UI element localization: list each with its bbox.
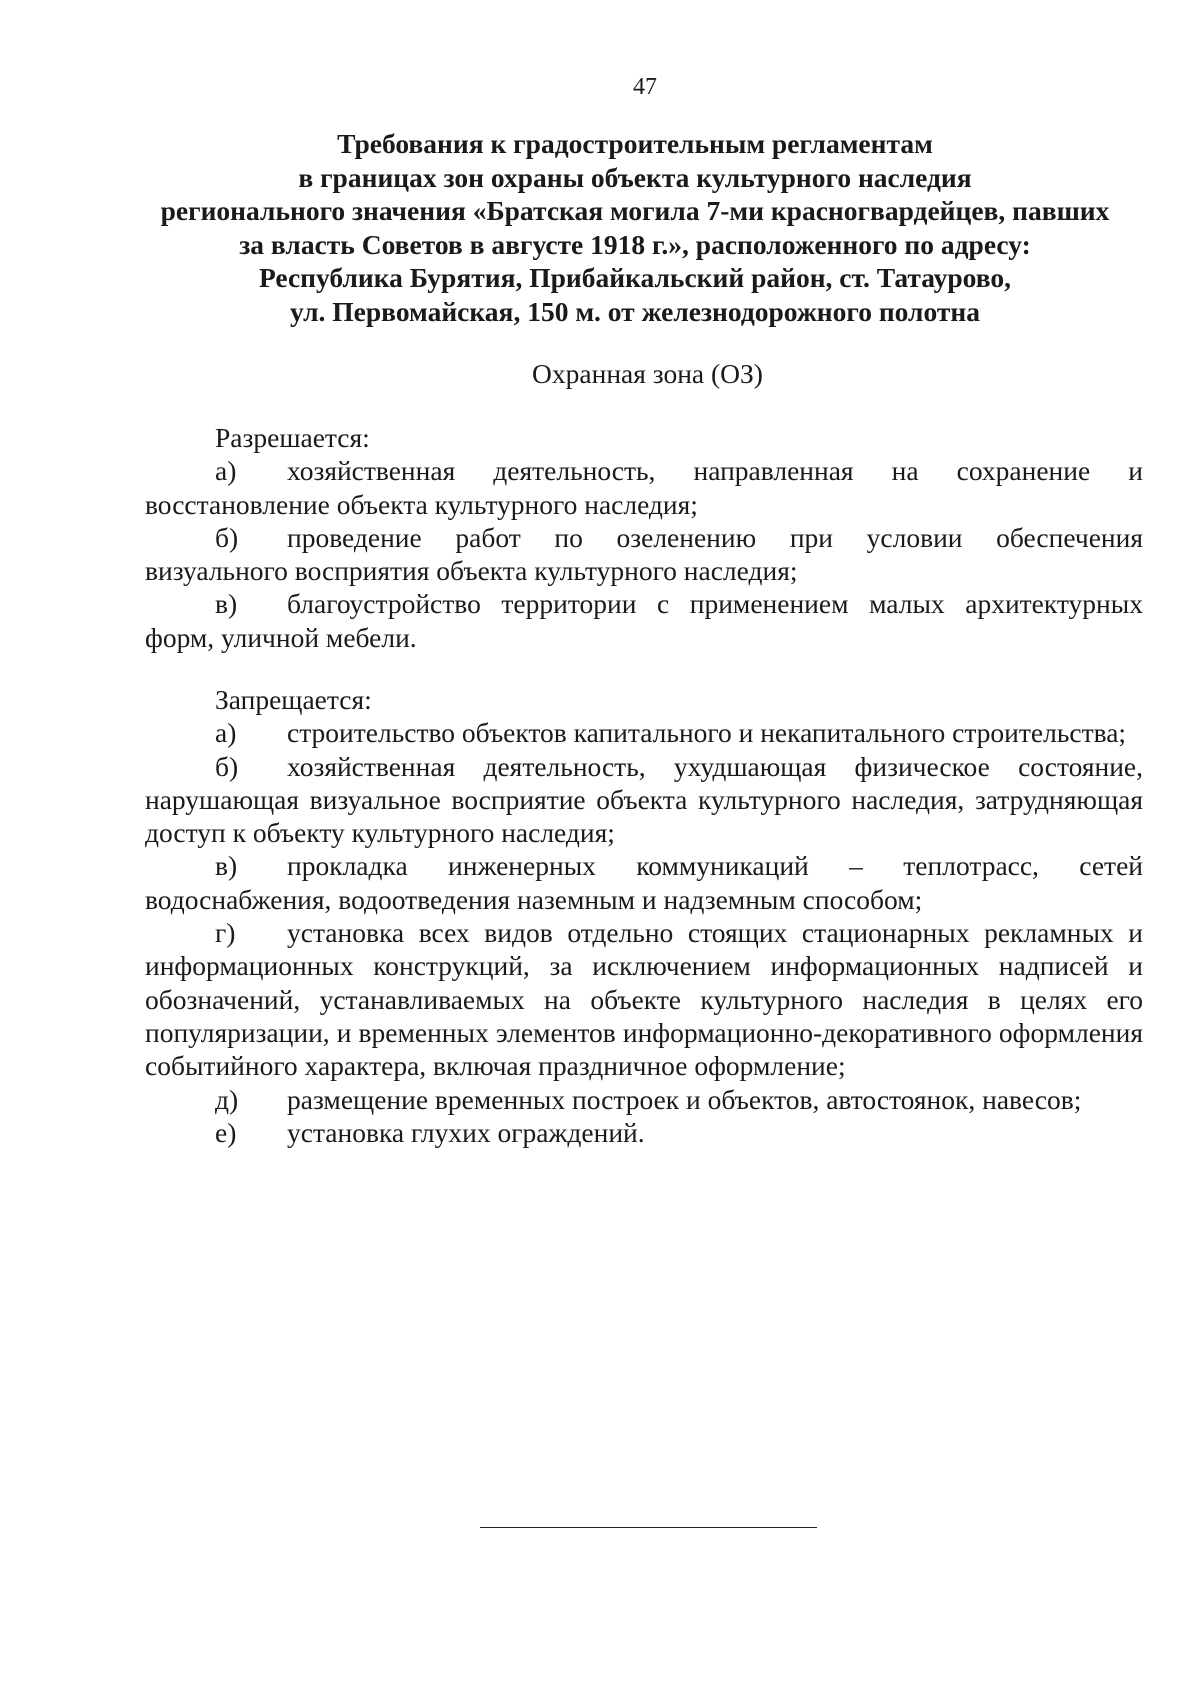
item-text-continued: визуального восприятия объекта культурного наследия; bbox=[145, 555, 798, 587]
item-text: благоустройство территории с применением малых архитектурных bbox=[287, 588, 1143, 620]
allowed-label: Разрешается: bbox=[215, 422, 370, 453]
zone-heading: Охранная зона (ОЗ) bbox=[532, 358, 763, 389]
item-text-continued: информационных конструкций, за исключением информационных надписей и обозначений, устанавливаемых на объекте культурного наследия в целях его популяризации, и временных элементов информационно-декоративного оформления событийного характера, включая праздничное оформление; bbox=[145, 950, 1143, 1082]
item-text-continued: восстановление объекта культурного наследия; bbox=[145, 488, 698, 520]
item-letter: в) bbox=[215, 850, 238, 882]
item-letter: е) bbox=[215, 1116, 237, 1148]
item-text: размещение временных построек и объектов, автостоянок, навесов; bbox=[287, 1083, 1082, 1115]
list-item bbox=[145, 916, 1143, 1082]
item-text: строительство объектов капитального и некапитального строительства; bbox=[287, 717, 1127, 749]
item-text: установка всех видов отдельно стоящих стационарных рекламных и bbox=[287, 917, 1143, 949]
document-title bbox=[140, 127, 1130, 328]
closing-rule bbox=[480, 1527, 817, 1528]
item-letter: д) bbox=[215, 1083, 239, 1115]
item-letter: б) bbox=[215, 750, 239, 782]
list-item bbox=[145, 587, 1143, 654]
item-letter: а) bbox=[215, 455, 237, 487]
title-line: Требования к градостроительным регламентам bbox=[337, 128, 933, 159]
title-line: за власть Советов в августе 1918 г.», расположенного по адресу: bbox=[239, 228, 1031, 260]
item-letter: в) bbox=[215, 588, 238, 620]
item-text: установка глухих ограждений. bbox=[287, 1116, 645, 1148]
item-text-continued: форм, уличной мебели. bbox=[145, 621, 417, 653]
forbidden-section bbox=[145, 683, 1143, 1149]
item-text-continued: водоснабжения, водоотведения наземным и надземным способом; bbox=[145, 883, 923, 915]
item-text: прокладка инженерных коммуникаций – теплотрасс, сетей bbox=[287, 850, 1143, 882]
title-line: регионального значения «Братская могила 7-ми красногвардейцев, павших bbox=[160, 195, 1110, 226]
list-item bbox=[145, 521, 1143, 588]
item-text: проведение работ по озеленению при условии обеспечения bbox=[287, 521, 1143, 553]
list-item bbox=[145, 849, 1143, 916]
forbidden-label: Запрещается: bbox=[215, 684, 372, 715]
list-item bbox=[145, 750, 1143, 850]
item-text: хозяйственная деятельность, направленная на сохранение и bbox=[287, 455, 1143, 487]
list-item bbox=[145, 1083, 1143, 1116]
item-text-continued: нарушающая визуальное восприятие объекта культурного наследия, затрудняющая доступ к объекту культурного наследия; bbox=[145, 783, 1143, 849]
list-item bbox=[145, 454, 1143, 521]
title-line: в границах зон охраны объекта культурного наследия bbox=[298, 161, 972, 193]
list-item bbox=[145, 716, 1143, 749]
list-item bbox=[145, 1116, 1143, 1149]
item-letter: а) bbox=[215, 717, 237, 749]
item-text: хозяйственная деятельность, ухудшающая физическое состояние, bbox=[287, 750, 1143, 782]
item-letter: б) bbox=[215, 521, 239, 553]
allowed-section bbox=[145, 421, 1143, 654]
title-line: Республика Бурятия, Прибайкальский район, ст. Татаурово, bbox=[258, 262, 1011, 293]
page-number: 47 bbox=[633, 74, 657, 100]
item-letter: г) bbox=[215, 917, 236, 949]
title-line: ул. Первомайская, 150 м. от железнодорожного полотна bbox=[290, 295, 980, 327]
